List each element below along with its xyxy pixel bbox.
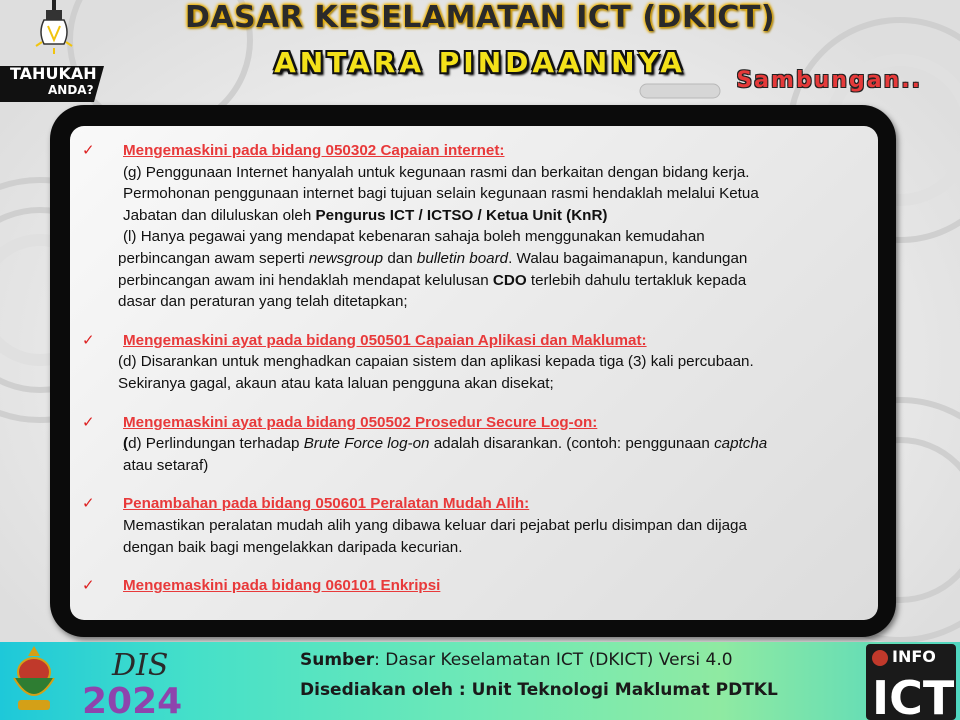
item-text: (l) Hanya pegawai yang mendapat kebenaran sahaja boleh menggunakan kemudahan (123, 228, 705, 246)
item-text: atau setaraf) (123, 456, 209, 474)
item-text: perbincangan awam seperti newsgroup dan bulletin board. Walau bagaimanapun, kandungan (118, 249, 748, 267)
item-text: Jabatan dan diluluskan oleh Pengurus ICT / ICTSO / Ketua Unit (KnR) (123, 206, 608, 224)
checkmark-icon: ✓ (82, 331, 95, 349)
state-crest-logo (4, 642, 64, 718)
page-subtitle: ANTARA PINDAANNYA (274, 46, 686, 79)
list-item (82, 412, 872, 477)
item-heading: Mengemaskini pada bidang 050302 Capaian internet: (123, 142, 505, 159)
item-text: (d) Perlindungan terhadap Brute Force log-on adalah disarankan. (contoh: penggunaan captcha (123, 435, 768, 453)
item-text: Permohonan penggunaan internet bagi tujuan selain kegunaan rasmi hendaklah melalui Ketua (123, 185, 759, 203)
checkmark-icon: ✓ (82, 577, 95, 595)
svg-text:ICT: ICT (872, 671, 955, 720)
list-item (82, 330, 872, 395)
item-text: Sekiranya gagal, akaun atau kata laluan pengguna akan disekat; (118, 374, 554, 392)
checkmark-icon: ✓ (82, 413, 95, 431)
checkmark-icon: ✓ (82, 142, 95, 159)
badge-line2: ANDA? (48, 83, 94, 97)
item-text: (g) Penggunaan Internet hanyalah untuk kegunaan rasmi dan berkaitan dengan bidang kerja. (123, 163, 750, 181)
item-heading: Mengemaskini ayat pada bidang 050501 Capaian Aplikasi dan Maklumat: (123, 331, 647, 349)
list-item (82, 493, 872, 558)
checkmark-icon: ✓ (82, 495, 95, 513)
info-ict-logo (866, 644, 956, 720)
svg-text:DIS: DIS (112, 648, 169, 683)
amendment-list (82, 140, 872, 614)
item-heading: Penambahan pada bidang 050601 Peralatan Mudah Alih: (123, 495, 530, 513)
continued-label: Sambungan.. (736, 68, 922, 93)
item-text: dasar dan peraturan yang telah ditetapkan; (118, 293, 408, 311)
item-heading: Mengemaskini ayat pada bidang 050502 Prosedur Secure Log-on: (123, 413, 598, 431)
list-item (82, 575, 872, 597)
badge-line1: TAHUKAH (10, 64, 97, 83)
source-line: Sumber: Dasar Keselamatan ICT (DKICT) Versi 4.0 (300, 650, 733, 670)
page-title: DASAR KESELAMATAN ICT (DKICT) (184, 0, 776, 35)
dis-2024-logo (82, 645, 182, 717)
item-text: perbincangan awam ini hendaklah mendapat kelulusan CDO terlebih dahulu tertakluk kepada (118, 271, 747, 289)
item-text: (d) Disarankan untuk menghadkan capaian sistem dan aplikasi kepada tiga (3) kali percubaan. (118, 353, 754, 371)
prepared-by-line: Disediakan oleh : Unit Teknologi Maklumat PDTKL (300, 680, 778, 700)
svg-text:2024: 2024 (82, 681, 182, 717)
item-text: Memastikan peralatan mudah alih yang dibawa keluar dari pejabat perlu disimpan dan dijaga (123, 516, 747, 534)
svg-text:INFO: INFO (892, 647, 936, 666)
item-text: dengan baik bagi mengelakkan daripada kecurian. (123, 538, 463, 556)
item-heading: Mengemaskini pada bidang 060101 Enkripsi (123, 577, 441, 595)
list-item (82, 140, 872, 313)
